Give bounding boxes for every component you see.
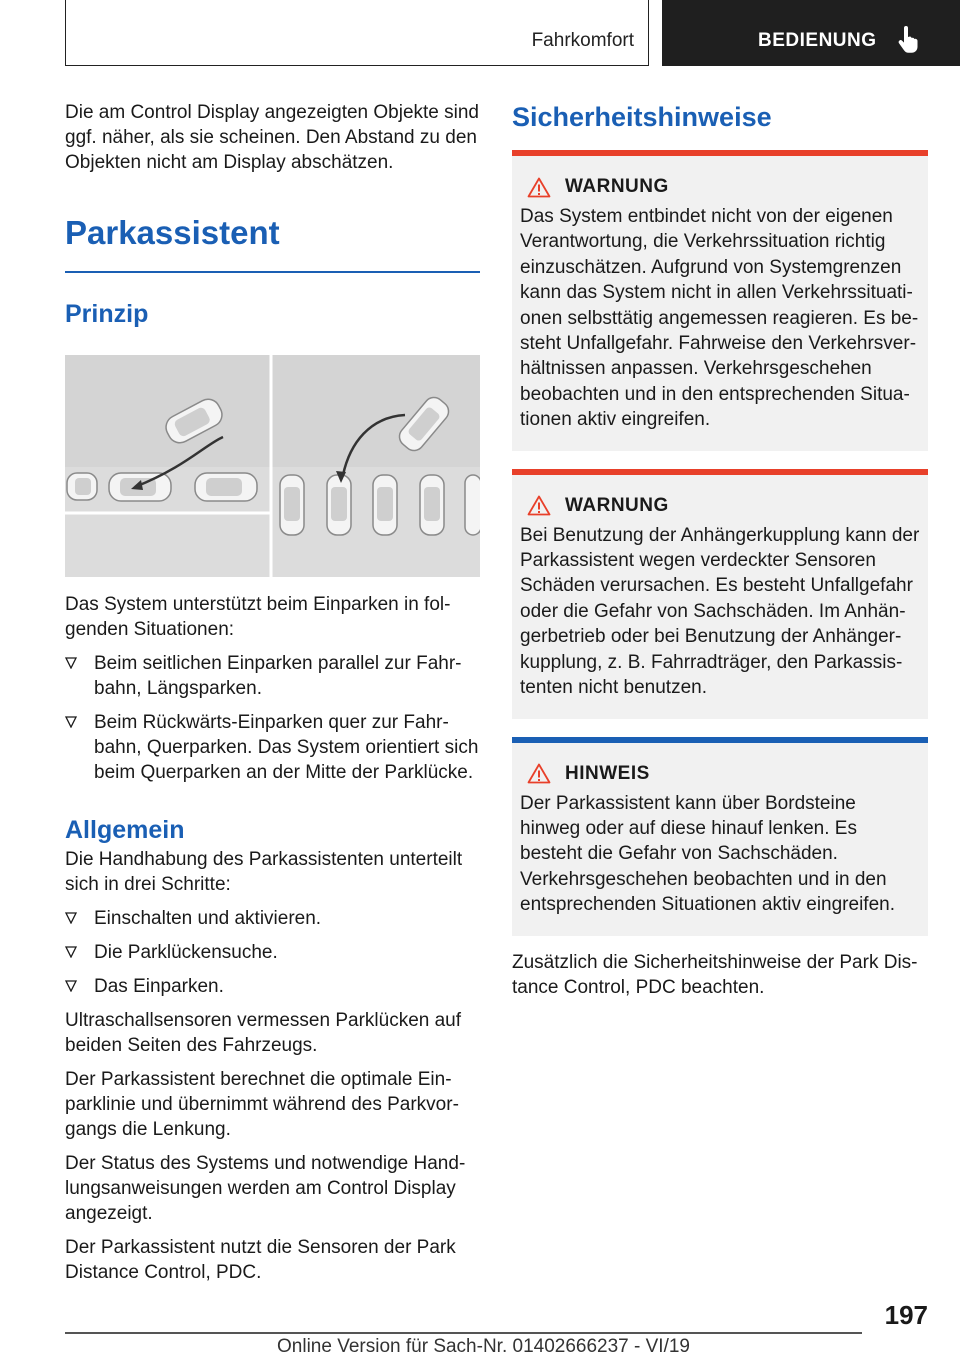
intro-paragraph: Die am Control Display angezeigten Objekte sind ggf. näher, als sie scheinen. Den Abstand zu den Objekten nicht am Display abschätzen. — [65, 102, 479, 173]
header-chapter-tab — [662, 0, 960, 66]
list-item: Die Parklückensuche. — [65, 940, 480, 965]
notice-title: HINWEIS — [565, 762, 650, 784]
heading-rule — [65, 271, 480, 273]
left-column — [65, 100, 480, 1285]
warning-triangle-icon — [527, 495, 551, 516]
principle-text: Das System unterstützt beim Einparken in folgenden Situationen: — [65, 593, 451, 640]
notice-triangle-icon — [527, 763, 551, 784]
footer-online-version: Online Version für Sach-Nr. 01402666237 - VI/19 — [277, 1336, 690, 1357]
section-heading-parkassistent: Parkassistent — [65, 214, 280, 251]
warning-text: Bei Benutzung der Anhängerkupplung kann der Parkassistent wegen verdeckter Sensoren Schäden verursachen. Es besteht Unfallgefahr oder die Gefahr von Sachschäden. Im Anhängerbetrieb oder bei Benutzung der Anhängerkupplung, z. B. Fahrradträger, den Parkassistenten nicht benutzen. — [520, 524, 920, 699]
general-text: Die Handhabung des Parkassistenten unterteilt sich in drei Schritte: — [65, 848, 463, 895]
subheading-prinzip: Prinzip — [65, 299, 149, 328]
header-section-label: Fahrkomfort — [531, 30, 634, 51]
header-section-tab — [65, 0, 649, 66]
triangle-bullet-icon — [65, 946, 77, 958]
footer-rule — [65, 1332, 862, 1334]
general-list — [65, 906, 480, 999]
list-item: Das Einparken. — [65, 974, 480, 999]
list-item: Einschalten und aktivieren. — [65, 906, 480, 931]
triangle-bullet-icon — [65, 912, 77, 924]
section-heading-sicherheitshinweise: Sicherheitshinweise — [512, 102, 772, 132]
additional-note: Zusätzlich die Sicherheitshinweise der Park Distance Control, PDC beachten. — [512, 951, 918, 998]
list-item: Beim Rückwärts-Einparken quer zur Fahrbahn, Querparken. Das System orientiert sich beim Querparken an der Mitte der Parklücke. — [65, 710, 480, 785]
triangle-bullet-icon — [65, 980, 77, 992]
general-paragraph: Der Parkassistent nutzt die Sensoren der Park Distance Control, PDC. — [65, 1236, 456, 1283]
right-column — [512, 100, 928, 1000]
general-paragraph: Ultraschallsensoren vermessen Parklücken auf beiden Seiten des Fahrzeugs. — [65, 1009, 462, 1056]
notice-text: Der Parkassistent kann über Bordsteine hinweg oder auf diese hinauf lenken. Es besteht die Gefahr von Sachschäden. Verkehrsgeschehen beobachten und in den entsprechenden Situationen aktiv eingreifen. — [520, 792, 895, 916]
general-paragraph: Der Status des Systems und notwendige Handlungsanweisungen werden am Control Display angezeigt. — [65, 1152, 466, 1224]
page-number: 197 — [884, 1300, 928, 1330]
warning-box — [512, 469, 928, 719]
general-paragraph: Der Parkassistent berechnet die optimale Einparklinie und übernimmt während des Parkvorgangs die Lenkung. — [65, 1068, 459, 1140]
subheading-allgemein: Allgemein — [65, 815, 185, 844]
header-chapter-label: BEDIENUNG — [758, 30, 877, 51]
notice-box — [512, 737, 928, 936]
parking-illustration — [65, 355, 480, 577]
triangle-bullet-icon — [65, 657, 77, 669]
warning-triangle-icon — [527, 177, 551, 198]
warning-title: WARNUNG — [565, 176, 669, 197]
warning-box — [512, 150, 928, 451]
warning-text: Das System entbindet nicht von der eigenen Verantwortung, die Verkehrssituation richtig einzuschätzen. Aufgrund von Systemgrenzen kann das System nicht in allen Verkehrssituationen selbsttätig angemessen reagieren. Es besteht Unfallgefahr. Fahrweise den Verkehrsverhältnissen anpassen. Verkehrsgeschehen beobachten und in den entsprechenden Situationen aktiv eingreifen. — [520, 206, 919, 431]
list-item: Beim seitlichen Einparken parallel zur Fahrbahn, Längsparken. — [65, 651, 480, 701]
hand-pointer-icon — [897, 26, 919, 54]
principle-list — [65, 651, 480, 785]
warning-title: WARNUNG — [565, 494, 669, 516]
triangle-bullet-icon — [65, 716, 77, 728]
